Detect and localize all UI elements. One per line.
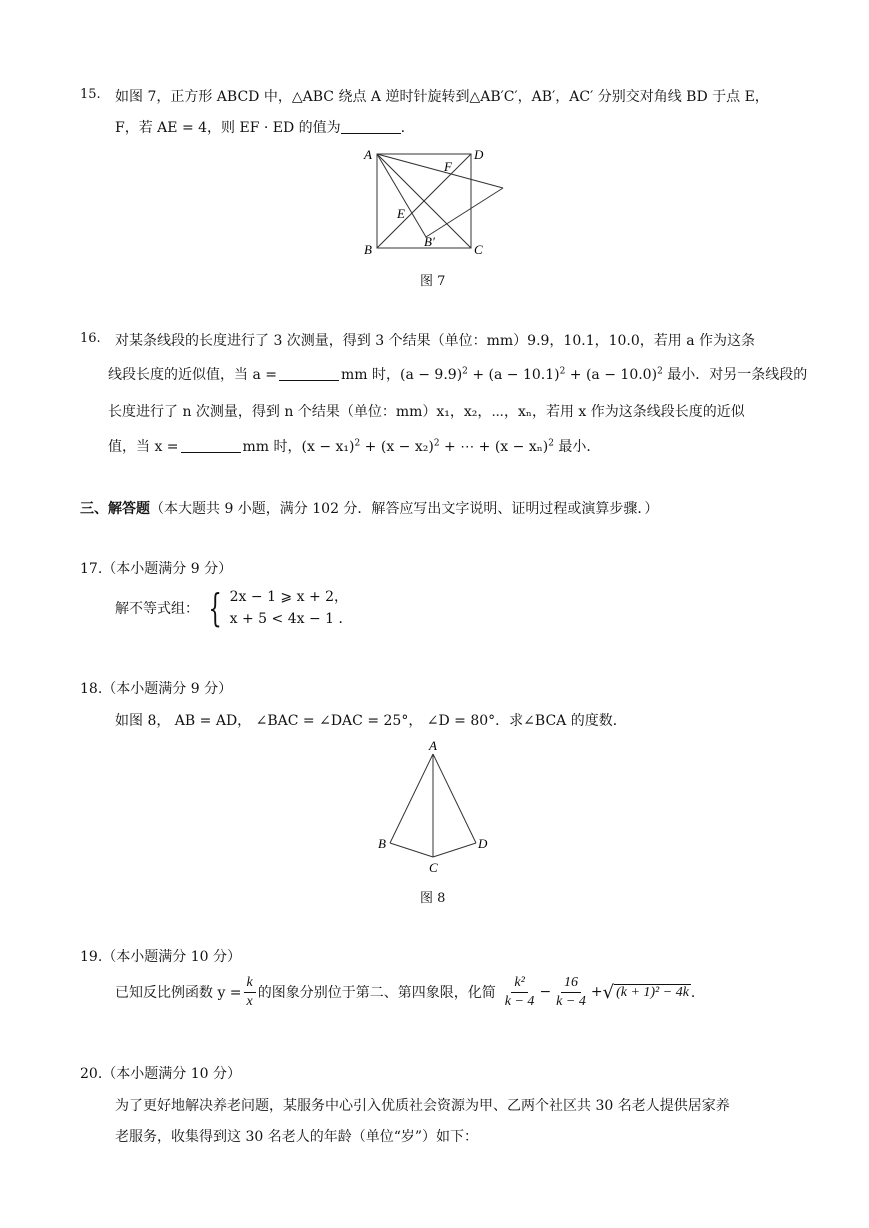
q20-line2: 老服务，收集得到这 30 名老人的年龄（单位“岁”）如下： xyxy=(115,1129,479,1145)
segment-ad xyxy=(433,754,476,843)
section3-heading xyxy=(80,498,658,518)
q16-x-term3: + ⋯ + (x − xₙ) xyxy=(439,439,549,455)
q16-x-term2: + (x − x₂) xyxy=(360,439,434,455)
fig7-caption: 图 7 xyxy=(420,274,446,289)
q20-head: 20.（本小题满分 10 分） xyxy=(80,1066,241,1082)
fig8-caption: 图 8 xyxy=(420,891,446,906)
q16-x-sq1: 2 xyxy=(354,438,361,449)
q17-head: 17.（本小题满分 9 分） xyxy=(80,561,233,577)
figure-7 xyxy=(355,143,515,261)
q16-line1: 对某条线段的长度进行了 3 次测量，得到 3 个结果（单位：mm）9.9，10.1，10.0，若用 a 作为这条 xyxy=(115,333,756,349)
q16-number: 16. xyxy=(80,331,101,346)
q16-blank-a xyxy=(279,366,339,381)
fraction-16-denominator: k − 4 xyxy=(556,993,586,1009)
fig7-label-a: A xyxy=(364,147,372,162)
q19-plus: + xyxy=(590,984,603,1000)
fig7-label-c: C xyxy=(474,242,483,257)
q16-x-term1: mm 时，(x − x₁) xyxy=(242,439,355,455)
segment-bc xyxy=(390,843,433,857)
q16-line4 xyxy=(108,436,600,456)
q20-line1: 为了更好地解决养老问题，某服务中心引入优质社会资源为甲、乙两个社区共 30 名老人提供居家养 xyxy=(115,1098,730,1114)
inequality-system xyxy=(203,586,352,630)
q15-line2 xyxy=(115,117,405,137)
q15-line2-end: . xyxy=(400,120,406,136)
fraction-k2-denominator: k − 4 xyxy=(504,993,535,1009)
fraction-x-denominator: x xyxy=(246,993,253,1009)
fraction-16-over-k-minus-4 xyxy=(553,974,589,1010)
fig7-label-b-prime: B′ xyxy=(424,234,435,249)
segment-ab xyxy=(390,754,433,843)
q16-sq2: 2 xyxy=(559,366,566,377)
fraction-k-numerator: k xyxy=(244,974,256,993)
fraction-k-over-x xyxy=(244,974,256,1010)
section3-desc: （本大题共 9 小题，满分 102 分．解答应写出文字说明、证明过程或演算步骤．） xyxy=(150,501,659,517)
q16-line4-end: 最小． xyxy=(553,439,601,455)
q15-number: 15. xyxy=(80,87,101,102)
q16-sq3: 2 xyxy=(657,366,663,377)
fig8-label-b: B xyxy=(378,836,386,851)
fig7-label-f: F xyxy=(444,159,452,174)
inequality-1: 2x − 1 ⩾ x + 2， xyxy=(229,589,349,605)
inequality-2: x + 5 < 4x − 1 ． xyxy=(229,611,353,627)
q18-head: 18.（本小题满分 9 分） xyxy=(80,681,233,697)
q19-mid: 的图象分别位于第二、第四象限，化简 xyxy=(257,985,496,1001)
q16-line4-lead: 值，当 x = xyxy=(108,439,179,455)
q16-line2-end: 最小．对另一条线段的 xyxy=(662,367,808,383)
figure-8 xyxy=(370,735,500,877)
q19-lead: 已知反比例函数 y = xyxy=(115,985,242,1001)
q16-term1: mm 时，(a − 9.9) xyxy=(340,367,463,383)
fig7-label-d: D xyxy=(474,147,484,162)
sqrt-radicand: (k + 1)² − 4k xyxy=(616,984,689,1000)
q17-lead: 解不等式组： xyxy=(115,601,199,617)
q16-x-sq2: 2 xyxy=(433,438,440,449)
q16-line3: 长度进行了 n 次测量，得到 n 个结果（单位：mm）x₁，x₂，⋯，xₙ，若用 x 作为这条线段长度的近似 xyxy=(108,404,745,420)
q16-term3: + (a − 10.0) xyxy=(565,367,658,383)
q18-text: 如图 8， AB = AD， ∠BAC = ∠DAC = 25°， ∠D = 80°．求∠BCA 的度数． xyxy=(115,713,627,729)
q19-end: ． xyxy=(690,985,705,1001)
fig7-label-e: E xyxy=(397,206,405,221)
q15-line2-text: F，若 AE = 4，则 EF · ED 的值为 xyxy=(115,120,341,136)
q17-body xyxy=(115,586,353,630)
segment-b-prime-c-prime xyxy=(426,188,503,237)
q16-x-sq3: 2 xyxy=(548,438,554,449)
fig7-label-b: B xyxy=(364,242,372,257)
fig8-label-c: C xyxy=(429,860,438,875)
q16-line2 xyxy=(108,364,807,384)
left-brace: { xyxy=(208,586,223,630)
q16-blank-x xyxy=(181,438,241,453)
segment-ac-prime xyxy=(377,154,503,188)
fraction-k2-numerator: k² xyxy=(511,974,527,993)
q16-sq1: 2 xyxy=(462,366,468,377)
sqrt-sign-icon: √ xyxy=(602,981,615,1003)
fig8-label-d: D xyxy=(478,836,488,851)
q19-minus: − xyxy=(539,984,552,1000)
fraction-16-numerator: 16 xyxy=(561,974,581,993)
q19-head: 19.（本小题满分 10 分） xyxy=(80,949,241,965)
q15-line1: 如图 7，正方形 ABCD 中，△ABC 绕点 A 逆时针旋转到△AB′C′，AB′，AC′ 分别交对角线 BD 于点 E， xyxy=(115,89,769,105)
section3-title: 三、解答题 xyxy=(80,501,150,517)
q16-line2-lead: 线段长度的近似值，当 a = xyxy=(108,367,277,383)
fraction-k2-over-k-minus-4 xyxy=(502,974,538,1010)
q15-answer-blank xyxy=(341,119,401,134)
q19-body xyxy=(115,974,705,1010)
fig8-label-a: A xyxy=(429,738,437,753)
q16-term2: + (a − 10.1) xyxy=(467,367,560,383)
segment-cd xyxy=(433,843,476,857)
